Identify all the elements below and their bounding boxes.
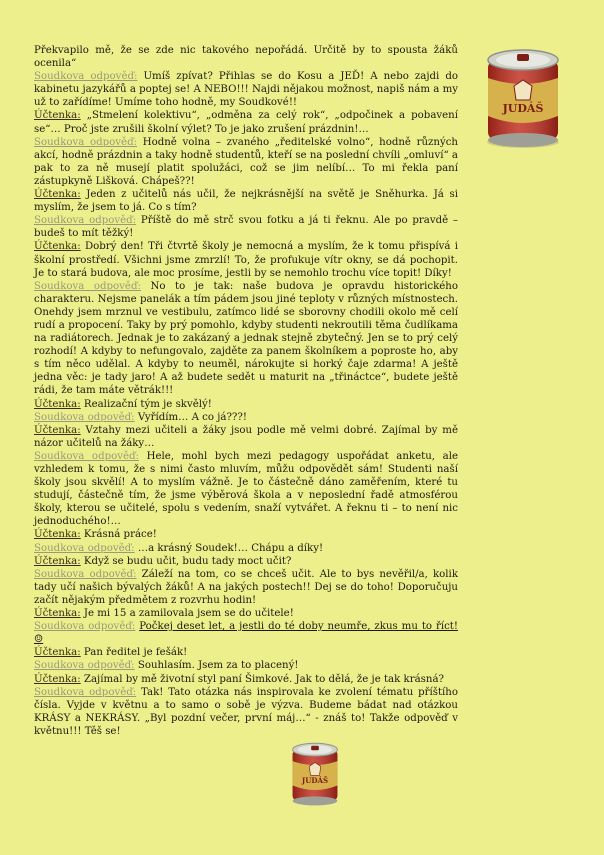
- paragraph-text: Záleží na tom, co se chceš učit. Ale to bys nevěřil/a, kolik tady učí našich bývalých žáků! A na jakých postech!! Dej se do toho! Doporučuju začít nějakým předmětem z rozvrhu hodin!: [34, 568, 458, 606]
- answer-paragraph: [34, 659, 458, 672]
- keg-brand-text: JUDÁŠ: [502, 102, 544, 115]
- answer-label: Soudkova odpověď:: [34, 568, 137, 580]
- paragraph-text: Umíš zpívat? Přihlas se do Kosu a JEĎ! A nebo zajdi do kabinetu jazykářů a poptej se! A NEBO!!! Najdi nějakou možnost, napiš nám a my už to zařídíme! Umíme toho hodně, my Soudkové!!: [34, 71, 458, 109]
- question-paragraph: [34, 528, 458, 541]
- question-label: Účtenka:: [34, 608, 81, 620]
- answer-paragraph: [34, 568, 458, 607]
- answer-label: Soudkova odpověď:: [34, 136, 138, 148]
- beer-keg-image-top: [484, 46, 562, 154]
- paragraph-text: Je mi 15 a zamilovala jsem se do učitele!: [83, 608, 294, 620]
- paragraph-text: Počkej deset let, a jestli do té doby neumře, zkus mu to říct! ☺: [34, 621, 458, 646]
- paragraph-text: Pan ředitel je fešák!: [83, 647, 188, 659]
- answer-label: Soudkova odpověď:: [34, 215, 137, 227]
- keg-brand-text: JUDÁŠ: [301, 775, 329, 785]
- paragraph-text: Hodně volna – zvaného „ředitelské volno“, hodně různých akcí, hodně prázdnin a taky hodně studentů, kteří se na poslední chvíli „omluví“ a pak to za ně musejí platit spolužáci, což se jim nelíbí… To mi řekla paní zástupkyně Lišková. Chápeš??!: [34, 136, 458, 187]
- paragraph-text: Jeden z učitelů nás učil, že nejkrásnější na světě je Sněhurka. Já si myslím, že jsem to já. Co s tím?: [34, 189, 458, 214]
- question-paragraph: [34, 188, 458, 214]
- qa-column: [34, 44, 458, 738]
- answer-paragraph: [34, 70, 458, 109]
- answer-paragraph: [34, 214, 458, 240]
- question-paragraph: [34, 607, 458, 620]
- question-paragraph: [34, 109, 458, 135]
- answer-paragraph: [34, 450, 458, 529]
- question-paragraph: [34, 398, 458, 411]
- paragraph-text: Hele, mohl bych mezi pedagogy uspořádat anketu, ale vzhledem k tomu, že s nimi často mluvím, můžu odpovědět sám! Studenti naší školy jsou skvělí! A to myslím vážně. Je to částečně dáno zaměřením, které tu studují, částečně tím, že jsme výběrová škola a v neposlední řadě atmosférou školy, kterou se učitelé, spolu s vedením, snaží vytvářet. A řeknu ti – to není nic jednoduchého!…: [34, 450, 458, 528]
- paragraph-text: „Stmelení kolektivu“, „odměna za celý rok“, „odpočinek a pobavení se“… Proč jste zrušili školní výlet? To je jako zrušení prázdnin!…: [34, 110, 458, 135]
- paragraph-text: Zajímal by mě životní styl paní Šimkové. Jak to dělá, že je tak krásná?: [83, 673, 444, 685]
- answer-paragraph: [34, 136, 458, 188]
- question-paragraph: [34, 646, 458, 659]
- answer-paragraph: [34, 620, 458, 646]
- paragraph-text: Souhlasím. Jsem za to placený!: [137, 660, 299, 672]
- intro-paragraph: [34, 44, 458, 70]
- paragraph-text: Krásná práce!: [83, 529, 157, 541]
- question-label: Účtenka:: [34, 189, 81, 201]
- paragraph-text: Vztahy mezi učiteli a žáky jsou podle mě velmi dobré. Zajímal by mě názor učitelů na žáky…: [34, 424, 458, 449]
- answer-label: Soudkova odpověď:: [34, 621, 136, 633]
- paragraph-text: Realizační tým je skvělý!: [83, 398, 212, 410]
- question-paragraph: [34, 424, 458, 450]
- answer-paragraph: [34, 542, 458, 555]
- paragraph-text: …a krásný Soudek!… Chápu a díky!: [137, 542, 324, 554]
- question-paragraph: [34, 240, 458, 279]
- paragraph-text: Vyřídím… A co já???!: [137, 411, 247, 423]
- question-label: Účtenka:: [34, 555, 81, 567]
- answer-label: Soudkova odpověď:: [34, 280, 141, 292]
- paragraph-text: Tak! Tato otázka nás inspirovala ke zvolení tématu příštího čísla. Vyjde v květnu a to samo o sobě je výzva. Budeme bádat nad otázkou KRÁSY a NEKRÁSY. „Byl pozdní večer, první máj…“ - znáš to! Takže odpověď v květnu!!! Těš se!: [34, 686, 458, 737]
- question-label: Účtenka:: [34, 529, 81, 541]
- question-label: Účtenka:: [34, 424, 81, 436]
- answer-label: Soudkova odpověď:: [34, 450, 139, 462]
- question-label: Účtenka:: [34, 241, 81, 253]
- answer-label: Soudkova odpověď:: [34, 542, 135, 554]
- answer-label: Soudkova odpověď:: [34, 686, 137, 698]
- answer-label: Soudkova odpověď:: [34, 660, 135, 672]
- question-paragraph: [34, 555, 458, 568]
- question-label: Účtenka:: [34, 398, 81, 410]
- paragraph-text: Překvapilo mě, že se zde nic takového nepořádá. Určitě by to spousta žáků ocenila“: [34, 45, 458, 70]
- paragraph-text: Příště do mě strč svou fotku a já ti řeknu. Ale po pravdě – budeš to mít těžký!: [34, 215, 458, 240]
- answer-paragraph: [34, 280, 458, 398]
- paragraph-text: Když se budu učit, budu tady moct učit?: [83, 555, 292, 567]
- paragraph-text: Dobrý den! Tři čtvrtě školy je nemocná a myslím, že k tomu přispívá i školní prostředí. Všichni jsme zmrzlí! To, že profukuje vítr okny, se dá pochopit. Je to stará budova, ale moc prosíme, jestli by se nemohlo trochu více topit! Díky!: [34, 241, 458, 279]
- question-paragraph: [34, 673, 458, 686]
- answer-label: Soudkova odpověď:: [34, 411, 135, 423]
- answer-paragraph: [34, 686, 458, 738]
- question-label: Účtenka:: [34, 673, 81, 685]
- question-label: Účtenka:: [34, 110, 81, 122]
- beer-keg-image-bottom: [290, 740, 340, 812]
- paragraph-text: No to je tak: naše budova je opravdu historického charakteru. Nejsme panelák a tím pádem jsou jiné teploty v různých místnostech. Onehdy jsem mrznul ve vestibulu, zatímco lidé se sborovny chodili okolo mě celí rudí a propocení. Taky by prý pomohlo, kdyby studenti nekroutili těma čudlíkama na radiátorech. Jednak je to zakázaný a jednak stejně zbytečný. Jen se to prý celý rozhodí! A kdyby to nefungovalo, zajděte za panem školníkem a poproste ho, aby s tím něco udělal. A kdyby to neuměl, nárokujte si horký čaje zdarma! A ještě jedna věc: je tady jaro! A až budete sedět u maturit na „třináctce“, budete ještě rádi, že tam máte větrák!!!: [34, 280, 458, 397]
- question-label: Účtenka:: [34, 647, 81, 659]
- answer-paragraph: [34, 411, 458, 424]
- answer-label: Soudkova odpověď:: [34, 71, 138, 83]
